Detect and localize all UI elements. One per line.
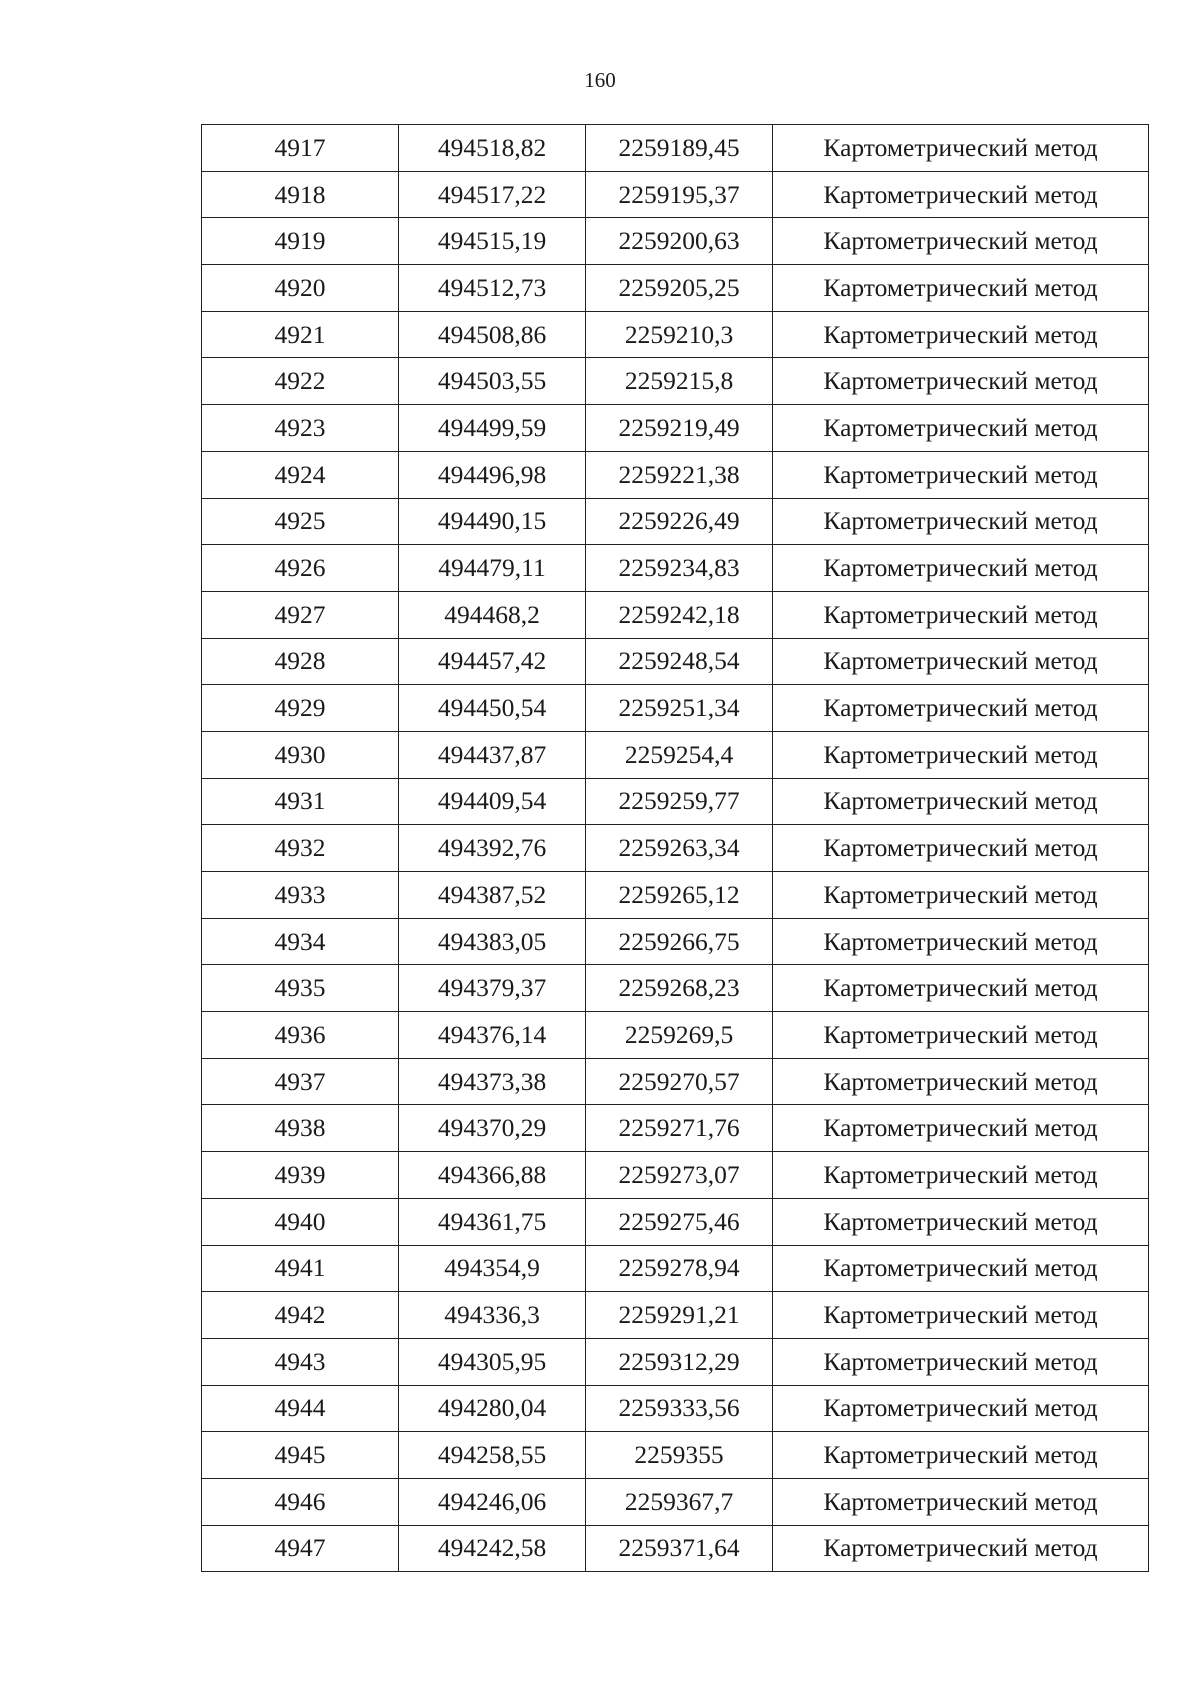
- y-coordinate-cell: 2259269,5: [586, 1012, 773, 1059]
- x-coordinate-cell: 494508,86: [399, 311, 586, 358]
- point-number-cell: 4928: [202, 638, 399, 685]
- point-number-cell: 4925: [202, 498, 399, 545]
- table-row: [202, 1245, 1149, 1292]
- y-coordinate-cell: 2259189,45: [586, 125, 773, 172]
- method-cell: Картометрический метод: [773, 218, 1149, 265]
- point-number-cell: 4924: [202, 451, 399, 498]
- x-coordinate-cell: 494258,55: [399, 1432, 586, 1479]
- y-coordinate-cell: 2259234,83: [586, 545, 773, 592]
- table-row: [202, 1338, 1149, 1385]
- x-coordinate-cell: 494379,37: [399, 965, 586, 1012]
- table-row: [202, 358, 1149, 405]
- x-coordinate-cell: 494361,75: [399, 1198, 586, 1245]
- method-cell: Картометрический метод: [773, 591, 1149, 638]
- x-coordinate-cell: 494517,22: [399, 171, 586, 218]
- table-row: [202, 311, 1149, 358]
- point-number-cell: 4921: [202, 311, 399, 358]
- point-number-cell: 4932: [202, 825, 399, 872]
- method-cell: Картометрический метод: [773, 405, 1149, 452]
- table-row: [202, 1152, 1149, 1199]
- x-coordinate-cell: 494518,82: [399, 125, 586, 172]
- y-coordinate-cell: 2259226,49: [586, 498, 773, 545]
- y-coordinate-cell: 2259210,3: [586, 311, 773, 358]
- method-cell: Картометрический метод: [773, 1478, 1149, 1525]
- method-cell: Картометрический метод: [773, 638, 1149, 685]
- table-row: [202, 171, 1149, 218]
- x-coordinate-cell: 494468,2: [399, 591, 586, 638]
- table-row: [202, 405, 1149, 452]
- x-coordinate-cell: 494366,88: [399, 1152, 586, 1199]
- point-number-cell: 4943: [202, 1338, 399, 1385]
- method-cell: Картометрический метод: [773, 1525, 1149, 1572]
- y-coordinate-cell: 2259195,37: [586, 171, 773, 218]
- y-coordinate-cell: 2259268,23: [586, 965, 773, 1012]
- table-row: [202, 731, 1149, 778]
- x-coordinate-cell: 494515,19: [399, 218, 586, 265]
- table-row: [202, 1432, 1149, 1479]
- x-coordinate-cell: 494354,9: [399, 1245, 586, 1292]
- y-coordinate-cell: 2259333,56: [586, 1385, 773, 1432]
- method-cell: Картометрический метод: [773, 311, 1149, 358]
- method-cell: Картометрический метод: [773, 965, 1149, 1012]
- y-coordinate-cell: 2259259,77: [586, 778, 773, 825]
- method-cell: Картометрический метод: [773, 918, 1149, 965]
- table-row: [202, 872, 1149, 919]
- y-coordinate-cell: 2259273,07: [586, 1152, 773, 1199]
- x-coordinate-cell: 494437,87: [399, 731, 586, 778]
- x-coordinate-cell: 494373,38: [399, 1058, 586, 1105]
- method-cell: Картометрический метод: [773, 125, 1149, 172]
- y-coordinate-cell: 2259215,8: [586, 358, 773, 405]
- method-cell: Картометрический метод: [773, 1385, 1149, 1432]
- y-coordinate-cell: 2259248,54: [586, 638, 773, 685]
- method-cell: Картометрический метод: [773, 1245, 1149, 1292]
- point-number-cell: 4926: [202, 545, 399, 592]
- y-coordinate-cell: 2259242,18: [586, 591, 773, 638]
- point-number-cell: 4934: [202, 918, 399, 965]
- method-cell: Картометрический метод: [773, 1432, 1149, 1479]
- point-number-cell: 4947: [202, 1525, 399, 1572]
- method-cell: Картометрический метод: [773, 1152, 1149, 1199]
- point-number-cell: 4938: [202, 1105, 399, 1152]
- table-row: [202, 591, 1149, 638]
- x-coordinate-cell: 494499,59: [399, 405, 586, 452]
- point-number-cell: 4929: [202, 685, 399, 732]
- x-coordinate-cell: 494457,42: [399, 638, 586, 685]
- point-number-cell: 4931: [202, 778, 399, 825]
- x-coordinate-cell: 494479,11: [399, 545, 586, 592]
- method-cell: Картометрический метод: [773, 685, 1149, 732]
- y-coordinate-cell: 2259367,7: [586, 1478, 773, 1525]
- table-row: [202, 825, 1149, 872]
- coordinates-table: [201, 124, 1149, 1572]
- x-coordinate-cell: 494387,52: [399, 872, 586, 919]
- y-coordinate-cell: 2259291,21: [586, 1292, 773, 1339]
- y-coordinate-cell: 2259355: [586, 1432, 773, 1479]
- point-number-cell: 4930: [202, 731, 399, 778]
- point-number-cell: 4944: [202, 1385, 399, 1432]
- y-coordinate-cell: 2259263,34: [586, 825, 773, 872]
- method-cell: Картометрический метод: [773, 498, 1149, 545]
- table-row: [202, 1105, 1149, 1152]
- x-coordinate-cell: 494496,98: [399, 451, 586, 498]
- point-number-cell: 4933: [202, 872, 399, 919]
- y-coordinate-cell: 2259312,29: [586, 1338, 773, 1385]
- point-number-cell: 4936: [202, 1012, 399, 1059]
- y-coordinate-cell: 2259251,34: [586, 685, 773, 732]
- method-cell: Картометрический метод: [773, 1058, 1149, 1105]
- y-coordinate-cell: 2259254,4: [586, 731, 773, 778]
- method-cell: Картометрический метод: [773, 872, 1149, 919]
- y-coordinate-cell: 2259275,46: [586, 1198, 773, 1245]
- x-coordinate-cell: 494280,04: [399, 1385, 586, 1432]
- page-number: 160: [584, 68, 616, 92]
- table-row: [202, 1292, 1149, 1339]
- x-coordinate-cell: 494450,54: [399, 685, 586, 732]
- coordinates-table-body: [202, 125, 1149, 1572]
- method-cell: Картометрический метод: [773, 1292, 1149, 1339]
- table-row: [202, 685, 1149, 732]
- method-cell: Картометрический метод: [773, 731, 1149, 778]
- y-coordinate-cell: 2259266,75: [586, 918, 773, 965]
- point-number-cell: 4945: [202, 1432, 399, 1479]
- method-cell: Картометрический метод: [773, 265, 1149, 312]
- table-row: [202, 1058, 1149, 1105]
- method-cell: Картометрический метод: [773, 358, 1149, 405]
- point-number-cell: 4922: [202, 358, 399, 405]
- point-number-cell: 4920: [202, 265, 399, 312]
- table-row: [202, 918, 1149, 965]
- table-row: [202, 125, 1149, 172]
- point-number-cell: 4923: [202, 405, 399, 452]
- x-coordinate-cell: 494503,55: [399, 358, 586, 405]
- method-cell: Картометрический метод: [773, 451, 1149, 498]
- x-coordinate-cell: 494305,95: [399, 1338, 586, 1385]
- y-coordinate-cell: 2259270,57: [586, 1058, 773, 1105]
- x-coordinate-cell: 494336,3: [399, 1292, 586, 1339]
- table-row: [202, 638, 1149, 685]
- y-coordinate-cell: 2259219,49: [586, 405, 773, 452]
- point-number-cell: 4935: [202, 965, 399, 1012]
- point-number-cell: 4918: [202, 171, 399, 218]
- point-number-cell: 4939: [202, 1152, 399, 1199]
- y-coordinate-cell: 2259205,25: [586, 265, 773, 312]
- table-row: [202, 1525, 1149, 1572]
- table-row: [202, 1198, 1149, 1245]
- point-number-cell: 4940: [202, 1198, 399, 1245]
- table-row: [202, 965, 1149, 1012]
- y-coordinate-cell: 2259265,12: [586, 872, 773, 919]
- x-coordinate-cell: 494490,15: [399, 498, 586, 545]
- point-number-cell: 4917: [202, 125, 399, 172]
- y-coordinate-cell: 2259271,76: [586, 1105, 773, 1152]
- y-coordinate-cell: 2259371,64: [586, 1525, 773, 1572]
- method-cell: Картометрический метод: [773, 545, 1149, 592]
- table-row: [202, 1012, 1149, 1059]
- method-cell: Картометрический метод: [773, 1012, 1149, 1059]
- x-coordinate-cell: 494242,58: [399, 1525, 586, 1572]
- y-coordinate-cell: 2259200,63: [586, 218, 773, 265]
- method-cell: Картометрический метод: [773, 1198, 1149, 1245]
- table-row: [202, 545, 1149, 592]
- x-coordinate-cell: 494512,73: [399, 265, 586, 312]
- table-row: [202, 218, 1149, 265]
- point-number-cell: 4927: [202, 591, 399, 638]
- table-row: [202, 1478, 1149, 1525]
- point-number-cell: 4937: [202, 1058, 399, 1105]
- method-cell: Картометрический метод: [773, 1105, 1149, 1152]
- method-cell: Картометрический метод: [773, 825, 1149, 872]
- x-coordinate-cell: 494392,76: [399, 825, 586, 872]
- point-number-cell: 4942: [202, 1292, 399, 1339]
- point-number-cell: 4919: [202, 218, 399, 265]
- point-number-cell: 4946: [202, 1478, 399, 1525]
- table-row: [202, 265, 1149, 312]
- x-coordinate-cell: 494383,05: [399, 918, 586, 965]
- x-coordinate-cell: 494376,14: [399, 1012, 586, 1059]
- table-row: [202, 451, 1149, 498]
- point-number-cell: 4941: [202, 1245, 399, 1292]
- y-coordinate-cell: 2259278,94: [586, 1245, 773, 1292]
- table-row: [202, 778, 1149, 825]
- x-coordinate-cell: 494246,06: [399, 1478, 586, 1525]
- x-coordinate-cell: 494370,29: [399, 1105, 586, 1152]
- table-row: [202, 498, 1149, 545]
- method-cell: Картометрический метод: [773, 171, 1149, 218]
- x-coordinate-cell: 494409,54: [399, 778, 586, 825]
- method-cell: Картометрический метод: [773, 778, 1149, 825]
- table-row: [202, 1385, 1149, 1432]
- y-coordinate-cell: 2259221,38: [586, 451, 773, 498]
- method-cell: Картометрический метод: [773, 1338, 1149, 1385]
